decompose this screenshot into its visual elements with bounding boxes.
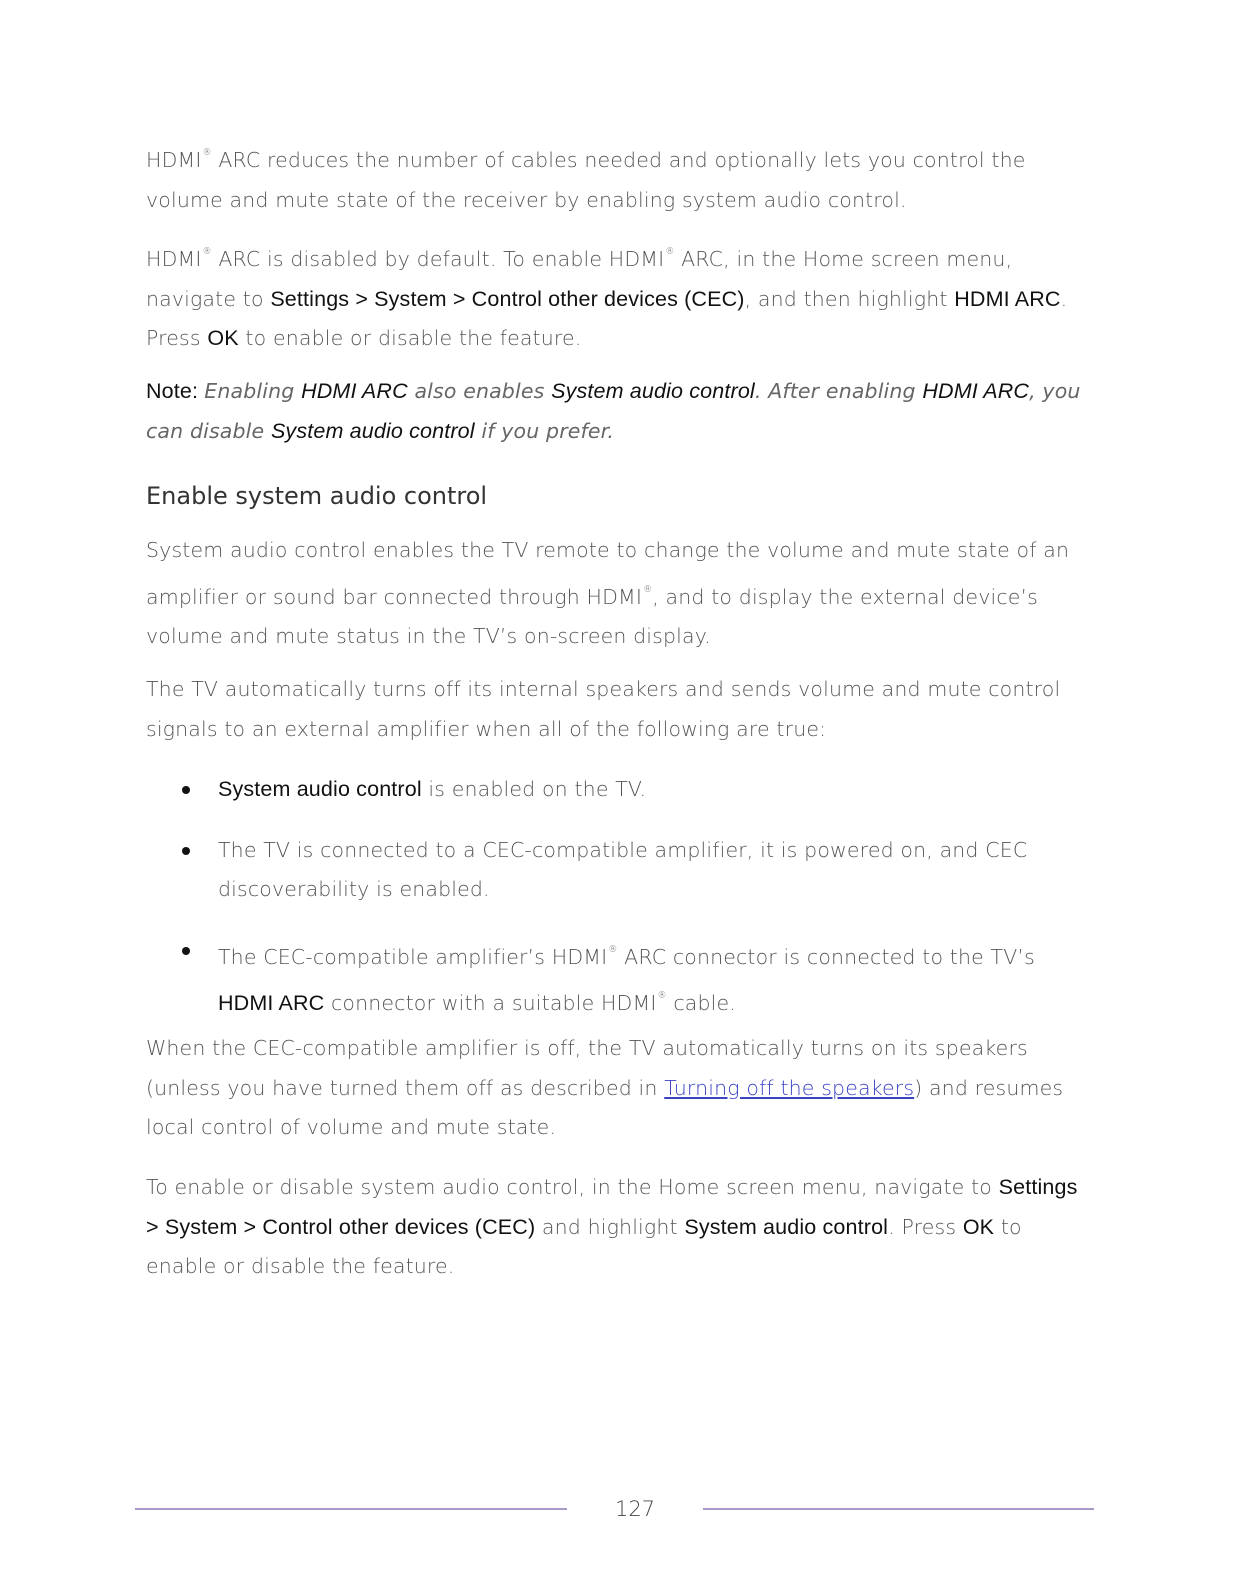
page-number: 127 <box>614 1497 656 1521</box>
menu-path: Settings > System > Control other devices (CEC) <box>270 286 745 311</box>
text-span: also enables <box>407 379 552 403</box>
menu-item-name: System audio control <box>684 1214 889 1239</box>
note-label: Note <box>146 379 193 403</box>
text-span: to enable or disable the feature. <box>238 326 582 350</box>
menu-item-name: HDMI ARC <box>954 286 1061 311</box>
footer-rule-left <box>135 1508 567 1510</box>
text-span: To enable or disable system audio control, in the Home screen menu, navigate to <box>146 1175 999 1199</box>
text-span: , and then highlight <box>744 286 955 311</box>
text-span: System audio control enables the TV remote to change the volume and mute state of an amplifier or sound bar connected through HDMI <box>146 538 1070 609</box>
text-span: The CEC-compatible amplifier’s HDMI <box>218 944 608 969</box>
list-item <box>146 770 1096 810</box>
text-span: . Press <box>888 1214 963 1239</box>
menu-item-name: System audio control <box>551 379 755 403</box>
bullet-icon <box>182 947 190 955</box>
text-span: to enable or disable the feature. <box>146 1214 1022 1278</box>
text-span: if you prefer. <box>474 418 615 443</box>
menu-item-name: System audio control <box>218 777 422 801</box>
turning-off-speakers-link[interactable]: Turning off the speakers <box>664 1075 915 1100</box>
text-span: and highlight <box>535 1214 685 1239</box>
text-span: connector with a suitable HDMI <box>324 991 657 1015</box>
menu-item-name: HDMI ARC <box>922 379 1030 403</box>
hdmi-arc-paragraph <box>146 233 1096 359</box>
registered-mark: ® <box>643 584 653 595</box>
text-span: HDMI <box>146 247 202 271</box>
text-span: ARC reduces the number of cables needed and optionally lets you control the volume and mute state of the receiver by enabling system audio control. <box>146 148 1026 212</box>
bullet-icon <box>182 847 190 855</box>
ok-key-name: OK <box>207 326 239 350</box>
registered-mark: ® <box>608 944 618 955</box>
text-span: ARC is disabled by default. To enable HDMI <box>211 247 665 271</box>
text-span: The TV is connected to a CEC-compatible amplifier, it is powered on, and CEC discoverability is enabled. <box>218 837 1028 901</box>
text-span: ) and resumes local control of volume and mute state. <box>146 1075 1064 1139</box>
text-span: ARC connector is connected to the TV’s <box>617 944 1035 969</box>
registered-mark: ® <box>202 247 212 257</box>
text-span: . Press <box>146 286 1068 350</box>
text-span: : <box>192 379 205 403</box>
bullet-icon <box>182 786 190 794</box>
text-span: The TV automatically turns off its internal speakers and sends volume and mute control signals to an external amplifier when all of the following are true: <box>146 677 1061 741</box>
intro-paragraph <box>146 134 1096 220</box>
section-heading: Enable system audio control <box>146 482 488 510</box>
ok-key-name: OK <box>962 1214 995 1239</box>
registered-mark: ® <box>665 247 675 257</box>
list-item <box>146 831 1096 910</box>
enable-disable-paragraph <box>146 1168 1096 1287</box>
menu-item-name: HDMI ARC <box>301 379 408 403</box>
list-item <box>146 931 1096 1024</box>
menu-path: Settings > System > Control other devices (CEC) <box>146 1175 1078 1239</box>
amplifier-off-paragraph <box>146 1029 1096 1148</box>
conditions-list <box>146 770 1096 1045</box>
text-span: cable. <box>666 991 736 1015</box>
system-audio-description <box>146 531 1096 657</box>
text-span: , you can disable <box>146 379 1081 443</box>
text-span: , and to display the external device’s volume and mute status in the TV’s on-screen display. <box>146 584 1038 648</box>
text-span: Enabling <box>204 379 302 403</box>
footer-rule-right <box>703 1508 1094 1510</box>
registered-mark: ® <box>657 991 667 1001</box>
note-paragraph <box>146 372 1096 451</box>
text-span: is enabled on the TV. <box>421 777 647 801</box>
text-span: . After enabling <box>754 379 923 403</box>
menu-item-name: System audio control <box>270 418 475 443</box>
text-span: When the CEC-compatible amplifier is off, the TV automatically turns on its speakers (unless you have turned them off as described in <box>146 1036 1028 1100</box>
menu-item-name: HDMI ARC <box>218 991 325 1015</box>
registered-mark: ® <box>202 148 212 158</box>
text-span: HDMI <box>146 148 202 172</box>
conditions-intro <box>146 670 1096 749</box>
text-span: ARC, in the Home screen menu, navigate to <box>146 247 1013 311</box>
